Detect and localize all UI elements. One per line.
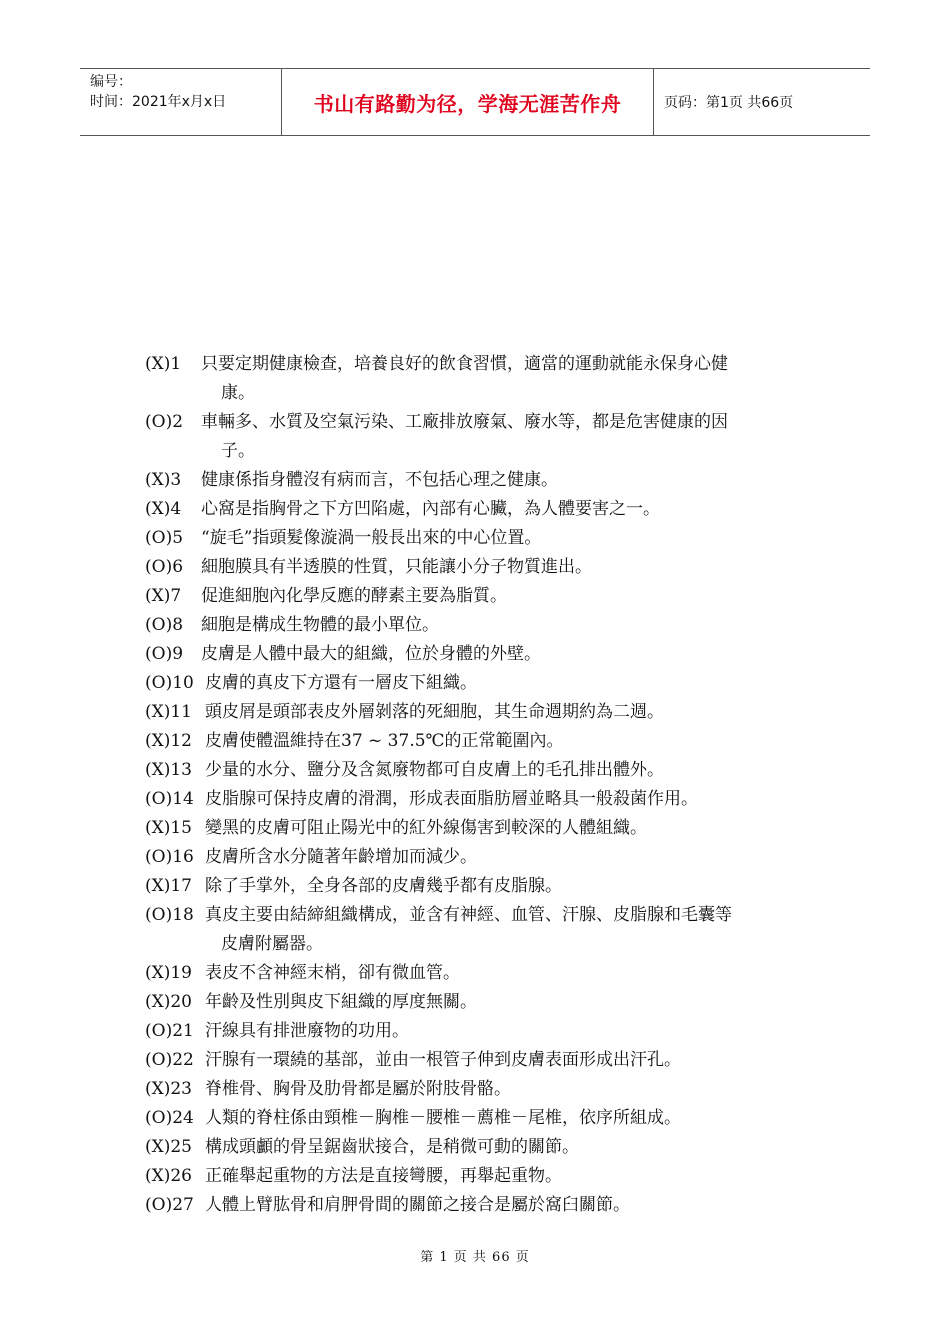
answer-number: (O)9 — [145, 644, 184, 664]
document-date-label: 时间：2021年x月x日 — [90, 94, 227, 110]
answer-number: (X)23 — [145, 1079, 192, 1099]
question-list — [145, 350, 825, 1220]
answer-number: (X)7 — [145, 586, 182, 606]
question-text: 人類的脊柱係由頸椎－胸椎－腰椎－薦椎－尾椎，依序所組成。 — [205, 1108, 681, 1128]
question-item — [145, 988, 825, 1017]
answer-number: (X)25 — [145, 1137, 192, 1157]
answer-number: (O)14 — [145, 789, 194, 809]
question-item — [145, 611, 825, 640]
answer-number: (X)4 — [145, 499, 182, 519]
answer-number: (O)5 — [145, 528, 184, 548]
question-text: 健康係指身體沒有病而言，不包括心理之健康。 — [201, 470, 558, 490]
question-text: 促進細胞內化學反應的酵素主要為脂質。 — [201, 586, 507, 606]
question-item — [145, 1075, 825, 1104]
question-item — [145, 1046, 825, 1075]
question-text: 構成頭顱的骨呈鋸齒狀接合，是稍微可動的關節。 — [205, 1137, 579, 1157]
question-text: 皮膚的真皮下方還有一層皮下組織。 — [205, 673, 477, 693]
question-text: 細胞是構成生物體的最小單位。 — [201, 615, 439, 635]
question-item — [145, 408, 825, 437]
answer-number: (X)12 — [145, 731, 192, 751]
question-text-continuation: 皮膚附屬器。 — [221, 934, 323, 954]
question-item — [145, 1104, 825, 1133]
header-meta — [80, 69, 282, 135]
question-text: 除了手掌外，全身各部的皮膚幾乎都有皮脂腺。 — [205, 876, 562, 896]
question-text: 少量的水分、鹽分及含氮廢物都可自皮膚上的毛孔排出體外。 — [205, 760, 664, 780]
question-text: 人體上臂肱骨和肩胛骨間的關節之接合是屬於窩臼關節。 — [205, 1195, 630, 1215]
header-page-info: 页码：第1页 共66页 — [664, 95, 794, 111]
question-item — [145, 582, 825, 611]
answer-number: (X)20 — [145, 992, 192, 1012]
question-text: 頭皮屑是頭部表皮外層剝落的死細胞，其生命週期約為二週。 — [205, 702, 664, 722]
question-text: 汗線具有排泄廢物的功用。 — [205, 1021, 409, 1041]
question-text: 車輛多、水質及空氣污染、工廠排放廢氣、廢水等，都是危害健康的因 — [201, 412, 728, 432]
question-item — [145, 727, 825, 756]
question-text: 只要定期健康檢查，培養良好的飲食習慣，適當的運動就能永保身心健 — [201, 354, 728, 374]
answer-number: (X)3 — [145, 470, 182, 490]
question-item — [145, 1191, 825, 1220]
question-item — [145, 843, 825, 872]
question-text: 正確舉起重物的方法是直接彎腰，再舉起重物。 — [205, 1166, 562, 1186]
question-text-continuation: 子。 — [221, 441, 255, 461]
answer-number: (O)6 — [145, 557, 184, 577]
question-text: 年齡及性別與皮下組織的厚度無關。 — [205, 992, 477, 1012]
answer-number: (O)8 — [145, 615, 184, 635]
question-text: 真皮主要由結締組織構成，並含有神經、血管、汗腺、皮脂腺和毛囊等 — [205, 905, 732, 925]
question-item — [145, 872, 825, 901]
document-number-label: 编号： — [90, 74, 132, 90]
question-text: 皮膚使體溫維持在37 ~ 37.5℃的正常範圍內。 — [205, 731, 564, 751]
answer-number: (X)13 — [145, 760, 192, 780]
answer-number: (X)15 — [145, 818, 192, 838]
answer-number: (X)17 — [145, 876, 192, 896]
question-text: 皮膚是人體中最大的組織，位於身體的外壁。 — [201, 644, 541, 664]
question-item — [145, 1133, 825, 1162]
answer-number: (O)16 — [145, 847, 194, 867]
question-item — [145, 1162, 825, 1191]
question-text: 皮膚所含水分隨著年齡增加而減少。 — [205, 847, 477, 867]
answer-number: (O)27 — [145, 1195, 194, 1215]
question-item — [145, 1017, 825, 1046]
question-text: 脊椎骨、胸骨及肋骨都是屬於附肢骨骼。 — [205, 1079, 511, 1099]
question-item — [145, 524, 825, 553]
question-item — [145, 785, 825, 814]
question-item — [145, 756, 825, 785]
question-item — [145, 814, 825, 843]
answer-number: (X)11 — [145, 702, 192, 722]
question-text: 皮脂腺可保持皮膚的滑潤，形成表面脂肪層並略具一般殺菌作用。 — [205, 789, 698, 809]
page-footer: 第 1 页 共 66 页 — [420, 1250, 530, 1265]
header-motto: 书山有路勤为径，学海无涯苦作舟 — [282, 69, 654, 135]
question-item — [145, 901, 825, 930]
question-text: 心窩是指胸骨之下方凹陷處，內部有心臟，為人體要害之一。 — [201, 499, 660, 519]
answer-number: (O)21 — [145, 1021, 194, 1041]
question-item — [145, 350, 825, 379]
answer-number: (O)18 — [145, 905, 194, 925]
question-text: “旋毛”指頭髮像漩渦一般長出來的中心位置。 — [201, 528, 542, 548]
answer-number: (X)19 — [145, 963, 192, 983]
question-text: 變黑的皮膚可阻止陽光中的紅外線傷害到較深的人體組織。 — [205, 818, 647, 838]
answer-number: (O)22 — [145, 1050, 194, 1070]
question-item — [145, 959, 825, 988]
question-item — [145, 698, 825, 727]
answer-number: (X)1 — [145, 354, 182, 374]
question-item — [145, 553, 825, 582]
question-text: 表皮不含神經末梢，卻有微血管。 — [205, 963, 460, 983]
question-text: 細胞膜具有半透膜的性質，只能讓小分子物質進出。 — [201, 557, 592, 577]
answer-number: (O)24 — [145, 1108, 194, 1128]
question-text-continuation: 康。 — [221, 383, 255, 403]
page-header — [80, 68, 870, 136]
question-item — [145, 669, 825, 698]
question-item — [145, 466, 825, 495]
answer-number: (O)2 — [145, 412, 184, 432]
question-item — [145, 495, 825, 524]
answer-number: (X)26 — [145, 1166, 192, 1186]
question-text: 汗腺有一環繞的基部，並由一根管子伸到皮膚表面形成出汗孔。 — [205, 1050, 681, 1070]
question-item — [145, 640, 825, 669]
answer-number: (O)10 — [145, 673, 194, 693]
